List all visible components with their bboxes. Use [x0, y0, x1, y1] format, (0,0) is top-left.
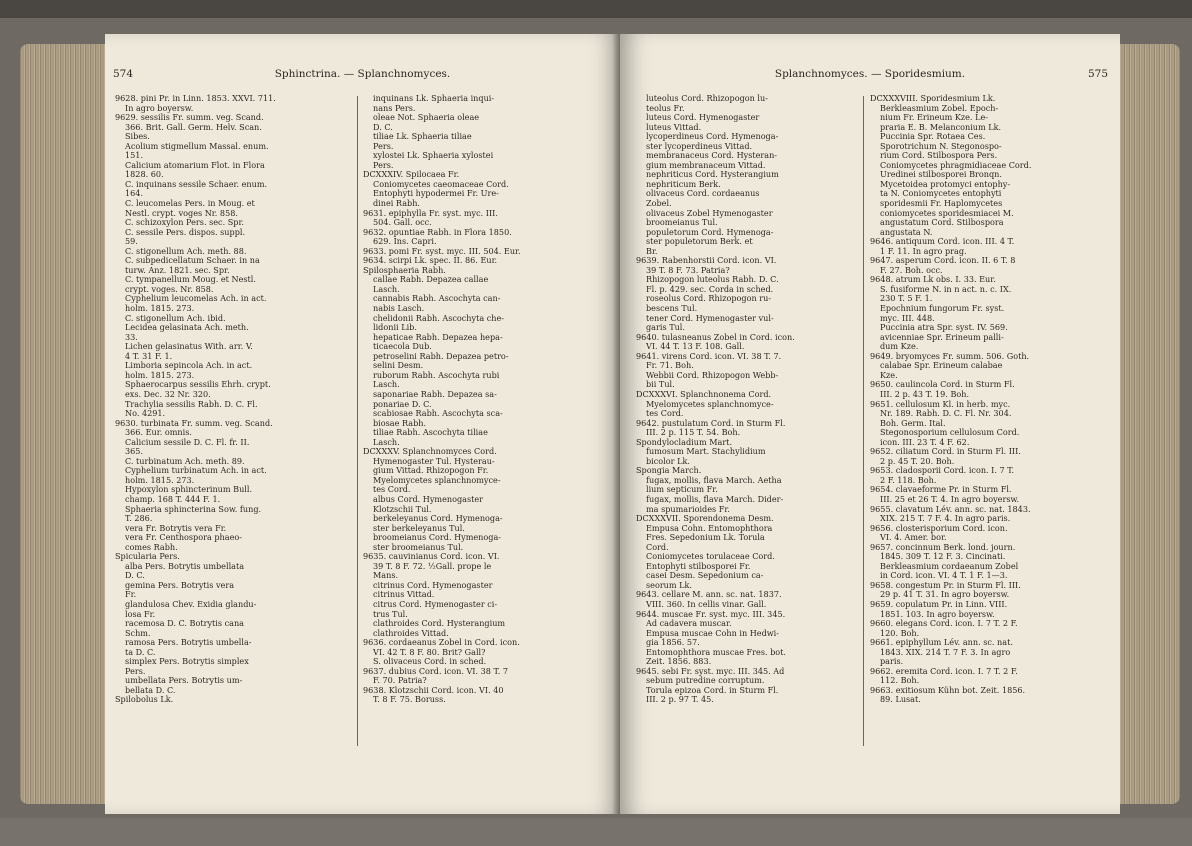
text-line: 9646. antiquum Cord. icon. III. 4 T. — [870, 237, 1015, 247]
text-line: broomeianus Tul. — [646, 218, 718, 228]
text-line: praria E. B. Melanconium Lk. — [880, 122, 1002, 132]
text-line: 9631. epiphylla Fr. syst. myc. III. — [363, 208, 498, 218]
text-line: Coniomycetes caeomaceae Cord. — [373, 179, 509, 189]
text-line: Stegonosporium cellulosum Cord. — [880, 428, 1020, 438]
text-line: DCXXXVII. Sporendonema Desm. — [636, 514, 774, 524]
text-line: Hypoxylon sphincterinum Bull. — [125, 485, 253, 495]
text-line: 9634. scirpi Lk. spec. II. 86. Eur. — [363, 256, 498, 266]
text-line: fugax, mollis, flava March. Dider- — [646, 494, 784, 504]
text-line: 4 T. 31 F. 1. — [125, 351, 173, 361]
text-line: citrinus Vittad. — [373, 590, 435, 600]
text-line: callae Rabh. Depazea callae — [373, 275, 489, 285]
text-line: calabae Spr. Erineum calabae — [880, 361, 1003, 371]
text-line: III. 25 et 26 T. 4. In agro boyersw. — [880, 494, 1020, 504]
text-line: losa Fr. — [125, 609, 156, 619]
text-line: 151. — [125, 151, 144, 161]
text-line: garis Tul. — [646, 323, 685, 333]
text-line: 9636. cordaeanus Zobel in Cord. icon. — [363, 638, 520, 648]
text-line: Empusa muscae Cohn in Hedwi- — [646, 628, 780, 638]
text-line: 9652. ciliatum Cord. in Sturm Fl. III. — [870, 447, 1021, 457]
text-line: 2 p. 45 T. 20. Boh. — [880, 456, 955, 466]
text-line: sebum putredine corruptum. — [646, 676, 765, 686]
text-line: 9663. exitiosum Kühn bot. Zeit. 1856. — [870, 685, 1026, 695]
text-line: S. olivaceus Cord. in sched. — [373, 657, 487, 667]
text-line: sporidesmii Fr. Haplomycetes — [880, 199, 1003, 209]
text-line: Myelomycetes splanchnomyce- — [373, 475, 501, 485]
text-line: Empusa Cohn. Entomophthora — [646, 523, 773, 533]
text-line: Fr. — [125, 590, 137, 600]
text-line: 9629. sessilis Fr. summ. veg. Scand. — [115, 113, 264, 123]
text-line: Epochnium fungorum Fr. syst. — [880, 304, 1005, 314]
text-line: Lasch. — [373, 437, 400, 447]
text-line: icon. III. 23 T. 4 F. 62. — [880, 437, 970, 447]
text-line: luteus Cord. Hymenogaster — [646, 113, 760, 123]
text-line: Pers. — [125, 666, 146, 676]
right-page — [620, 34, 1120, 814]
text-line: tiliae Rabh. Ascochyta tiliae — [373, 428, 488, 438]
text-line: myc. III. 448. — [880, 313, 935, 323]
text-line: oleae Not. Sphaeria oleae — [373, 113, 480, 123]
text-line: C. subpedicellatum Schaer. in na — [125, 256, 260, 266]
text-line: Entophyti stilbosporei Fr. — [646, 561, 751, 571]
text-line: 9642. pustulatum Cord. in Sturm Fl. — [636, 418, 786, 428]
text-line: 1828. 60. — [125, 170, 164, 180]
text-line: Lichen gelasinatus With. arr. V. — [125, 342, 253, 352]
text-line: Nr. 189. Rabh. D. C. Fl. Nr. 304. — [880, 409, 1012, 419]
text-line: III. 2 p. 43 T. 19. Boh. — [880, 389, 970, 399]
text-line: scabiosae Rabh. Ascochyta sca- — [373, 409, 503, 419]
text-line: 9633. pomi Fr. syst. myc. III. 504. Eur. — [363, 246, 521, 256]
text-line: III. 2 p. 115 T. 54. Boh. — [646, 428, 741, 438]
text-line: 9632. opuntiae Rabh. in Flora 1850. — [363, 227, 512, 237]
text-line: Spilosphaeria Rabh. — [363, 265, 446, 275]
text-line: olivaceus Cord. cordaeanus — [646, 189, 760, 199]
text-line: comes Rabh. — [125, 542, 178, 552]
text-line: 89. Lusat. — [880, 695, 921, 705]
text-line: 9658. congestum Pr. in Sturm Fl. III. — [870, 580, 1021, 590]
text-line: T. 8 F. 75. Boruss. — [373, 695, 446, 705]
text-line: tes Cord. — [646, 409, 684, 419]
text-line: F. 70. Patria? — [373, 676, 427, 686]
text-line: biosae Rabh. — [373, 418, 427, 428]
text-line: No. 4291. — [125, 409, 166, 419]
text-line: C. tympanellum Moug. et Nestl. — [125, 275, 256, 285]
text-line: angustata N. — [880, 227, 933, 237]
text-line: 39 T. 8 F. 73. Patria? — [646, 265, 730, 275]
text-line: ta N. Coniomycetes entophyti — [880, 189, 1002, 199]
text-line: chelidonii Rabh. Ascochyta che- — [373, 313, 505, 323]
text-line: DCXXXV. Splanchnomyces Cord. — [363, 447, 497, 457]
text-line: 366. Eur. omnis. — [125, 428, 192, 438]
text-line: clathroides Vittad. — [373, 628, 449, 638]
text-line: Berkleasmium Zobel. Epoch- — [880, 103, 999, 113]
text-line: nephriticum Berk. — [646, 179, 721, 189]
text-line: ramosa Pers. Botrytis umbella- — [125, 638, 252, 648]
text-line: nans Pers. — [373, 103, 416, 113]
text-line: Pers. — [373, 141, 394, 151]
text-line: ster broomeianus Tul. — [373, 542, 464, 552]
page-edges-right — [1110, 44, 1180, 804]
text-line: 504. Gall. occ. — [373, 218, 432, 228]
text-line: C. stigonellum Ach. meth. 88. — [125, 246, 247, 256]
text-line: 112. Boh. — [880, 676, 920, 686]
text-line: C. schizoxylon Pers. sec. Spr. — [125, 218, 244, 228]
text-line: Zeit. 1856. 883. — [646, 657, 712, 667]
text-line: Hymenogaster Tul. Hysterau- — [373, 456, 495, 466]
text-line: 33. — [125, 332, 138, 342]
text-line: Puccinia Spr. Rotaea Ces. — [880, 132, 986, 142]
text-line: luteolus Cord. Rhizopogon lu- — [646, 94, 768, 103]
text-line: ticaecola Dub. — [373, 342, 432, 352]
right-page-number: 575 — [1087, 68, 1108, 80]
text-line: glandulosa Chev. Exidia glandu- — [125, 599, 257, 609]
text-line: ta D. C. — [125, 647, 156, 657]
text-line: 9655. clavatum Lév. ann. sc. nat. 1843. — [870, 504, 1031, 514]
text-line: rium Cord. Stilbospora Pers. — [880, 151, 998, 161]
text-line: bii Tul. — [646, 380, 675, 390]
text-line: 9656. closterisporium Cord. icon. — [870, 523, 1008, 533]
text-line: 2 F. 118. Boh. — [880, 475, 937, 485]
text-line: cannabis Rabh. Ascochyta can- — [373, 294, 501, 304]
text-line: holm. 1815. 273. — [125, 304, 195, 314]
text-line: Myelomycetes splanchnomyce- — [646, 399, 774, 409]
text-line: 9638. Klotzschii Cord. icon. VI. 40 — [363, 685, 504, 695]
text-line: ster populetorum Berk. et — [646, 237, 753, 247]
text-line: nephriticus Cord. Hysterangium — [646, 170, 779, 180]
text-line: alba Pers. Botrytis umbellata — [125, 561, 245, 571]
text-line: Coniomycetes phragmidiaceae Cord. — [880, 160, 1032, 170]
text-line: angustatum Cord. Stilbospora — [880, 218, 1004, 228]
text-line: T. 286. — [125, 514, 153, 524]
text-line: 9648. atrum Lk obs. I. 33. Eur. — [870, 275, 996, 285]
text-line: Coniomycetes torulaceae Cord. — [646, 552, 775, 562]
text-line: 9645. sebi Fr. syst. myc. III. 345. Ad — [636, 666, 785, 676]
text-line: VI. 44 T. 13 F. 108. Gall. — [646, 342, 745, 352]
text-line: teolus Fr. — [646, 103, 685, 113]
text-line: hepaticae Rabh. Depazea hepa- — [373, 332, 503, 342]
text-line: 9659. copulatum Pr. in Linn. VIII. — [870, 599, 1008, 609]
text-line: 9660. elegans Cord. icon. I. 7 T. 2 F. — [870, 619, 1018, 629]
text-line: gia 1856. 57. — [646, 638, 700, 648]
text-line: lycoperdineus Cord. Hymenoga- — [646, 132, 779, 142]
text-line: Pers. — [373, 160, 394, 170]
right-column-divider — [863, 96, 864, 746]
text-line: Sphaerocarpus sessilis Ehrh. crypt. — [125, 380, 271, 390]
text-line: bellata D. C. — [125, 685, 176, 695]
text-line: 9637. dubius Cord. icon. VI. 38 T. 7 — [363, 666, 509, 676]
text-line: 9643. cellare M. ann. sc. nat. 1837. — [636, 590, 782, 600]
left-page — [105, 34, 620, 814]
left-column-divider — [357, 96, 358, 746]
text-line: Berkleasmium cordaeanum Zobel — [880, 561, 1019, 571]
text-line: Fr. 71. Boh. — [646, 361, 694, 371]
text-line: gium Vittad. Rhizopogon Fr. — [373, 466, 489, 476]
text-line: DCXXXVI. Splanchnonema Cord. — [636, 389, 772, 399]
text-line: populetorum Cord. Hymenoga- — [646, 227, 774, 237]
text-line: Klotzschii Tul. — [373, 504, 432, 514]
text-line: gium membranaceum Vittad. — [646, 160, 766, 170]
text-line: Calicium atomarium Flot. in Flora — [125, 160, 265, 170]
text-line: nium Fr. Erineum Kze. Le- — [880, 113, 988, 123]
text-line: xylostei Lk. Sphaeria xylostei — [373, 151, 494, 161]
text-line: 39 T. 8 F. 72. ½Gall. prope le — [373, 561, 492, 571]
text-line: membranaceus Cord. Hysteran- — [646, 151, 778, 161]
text-line: ponariae D. C. — [373, 399, 432, 409]
text-line: C. leucomelas Pers. in Moug. et — [125, 199, 255, 209]
text-line: racemosa D. C. Botrytis cana — [125, 619, 244, 629]
text-line: fumosum Mart. Stachylidium — [646, 447, 766, 457]
text-line: 9639. Rabenhorstii Cord. icon. VI. — [636, 256, 777, 266]
text-line: dinei Rabh. — [373, 199, 421, 209]
text-line: ster berkeleyanus Tul. — [373, 523, 465, 533]
left-page-header — [105, 68, 620, 84]
text-line: 365. — [125, 447, 144, 457]
text-line: avicenniae Spr. Erineum palli- — [880, 332, 1004, 342]
text-line: selini Desm. — [373, 361, 424, 371]
text-line: C. turbinatum Ach. meth. 89. — [125, 456, 245, 466]
text-line: casei Desm. Sepedonium ca- — [646, 571, 764, 581]
text-line: 9644. muscae Fr. syst. myc. III. 345. — [636, 609, 786, 619]
text-line: Puccinia atra Spr. syst. IV. 569. — [880, 323, 1008, 333]
text-line: simplex Pers. Botrytis simplex — [125, 657, 249, 667]
text-line: 120. Boh. — [880, 628, 920, 638]
text-line: paris. — [880, 657, 904, 667]
right-column-2 — [870, 94, 1110, 794]
right-page-header — [620, 68, 1120, 84]
text-line: 29 p. 41 T. 31. In agro boyersw. — [880, 590, 1010, 600]
text-line: 9630. turbinata Fr. summ. veg. Scand. — [115, 418, 273, 428]
open-book — [20, 14, 1180, 834]
text-line: Lecidea gelasinata Ach. meth. — [125, 323, 249, 333]
text-line: D. C. — [373, 122, 393, 132]
text-line: citrus Cord. Hymenogaster ci- — [373, 599, 498, 609]
text-line: ster lycoperdineus Vittad. — [646, 141, 753, 151]
text-line: vera Fr. Botrytis vera Fr. — [125, 523, 227, 533]
text-line: S. fusiforme N. in n act. n. c. IX. — [880, 284, 1012, 294]
text-line: ma spumarioides Fr. — [646, 504, 730, 514]
text-line: Boh. Germ. Ital. — [880, 418, 946, 428]
text-line: inquinans Lk. Sphaeria inqui- — [373, 94, 495, 103]
text-line: citrinus Cord. Hymenogaster — [373, 580, 493, 590]
text-line: Kze. — [880, 370, 898, 380]
text-line: 9635. cauvinianus Cord. icon. VI. — [363, 552, 500, 562]
text-line: Cyphelium leucomelas Ach. in act. — [125, 294, 267, 304]
right-column-1 — [636, 94, 858, 794]
text-line: ruborum Rabh. Ascochyta rubi — [373, 370, 500, 380]
text-line: 1843. XIX. 214 T. 7 F. 3. In agro — [880, 647, 1011, 657]
text-line: Acolium stigmellum Massal. enum. — [125, 141, 269, 151]
text-line: Br. — [646, 246, 658, 256]
text-line: Trachylia sessilis Rabh. D. C. Fl. — [125, 399, 258, 409]
text-line: C. stigonellum Ach. ibid. — [125, 313, 226, 323]
text-line: gemina Pers. Botrytis vera — [125, 580, 235, 590]
text-line: Entomophthora muscae Fres. bot. — [646, 647, 787, 657]
text-line: 164. — [125, 189, 144, 199]
text-line: Entophyti hypodermei Fr. Ure- — [373, 189, 499, 199]
left-column-1 — [115, 94, 353, 794]
right-running-title: Splanchnomyces. — Sporidesmium. — [774, 68, 966, 80]
text-line: 9641. virens Cord. icon. VI. 38 T. 7. — [636, 351, 782, 361]
text-line: 9662. eremita Cord. icon. I. 7 T. 2 F. — [870, 666, 1018, 676]
text-line: 9628. pini Pr. in Linn. 1853. XXVI. 711. — [115, 94, 276, 103]
text-line: Lasch. — [373, 380, 400, 390]
text-line: 9653. cladosporii Cord. icon. I. 7 T. — [870, 466, 1015, 476]
left-column-2 — [363, 94, 603, 794]
text-line: 9651. cellulosum Kl. in herb. myc. — [870, 399, 1011, 409]
text-line: coniomycetes sporidesmiacei M. — [880, 208, 1014, 218]
text-line: 9647. asperum Cord. icon. II. 6 T. 8 — [870, 256, 1016, 266]
text-line: Zobel. — [646, 199, 672, 209]
text-line: Spicularia Pers. — [115, 552, 180, 562]
text-line: 9661. epiphyllum Lév. ann. sc. nat. — [870, 638, 1013, 648]
text-line: 629. Ins. Capri. — [373, 237, 437, 247]
text-line: Limboria sepincola Ach. in act. — [125, 361, 253, 371]
text-line: Rhizopogon luteolus Rabh. D. C. — [646, 275, 779, 285]
text-line: in Cord. icon. VI. 4 T. 1 F. 1—3. — [880, 571, 1008, 581]
text-line: holm. 1815. 273. — [125, 370, 195, 380]
text-line: vera Fr. Centhospora phaeo- — [125, 533, 242, 543]
text-line: VIII. 360. In cellis vinar. Gall. — [646, 599, 767, 609]
text-line: roseolus Cord. Rhizopogon ru- — [646, 294, 772, 304]
text-line: F. 27. Boh. occ. — [880, 265, 943, 275]
text-line: bicolor Lk. — [646, 456, 690, 466]
text-line: C. inquinans sessile Schaer. enum. — [125, 179, 268, 189]
text-line: broomeianus Cord. Hymenoga- — [373, 533, 502, 543]
text-line: nabis Lasch. — [373, 304, 425, 314]
text-line: clathroides Cord. Hysterangium — [373, 619, 506, 629]
text-line: luteus Vittad. — [646, 122, 702, 132]
text-line: tes Cord. — [373, 485, 411, 495]
text-line: 9657. concinnum Berk. lond. journ. — [870, 542, 1016, 552]
text-line: tener Cord. Hymenogaster vul- — [646, 313, 774, 323]
text-line: albus Cord. Hymenogaster — [373, 494, 484, 504]
text-line: Calicium sessile D. C. Fl. fr. II. — [125, 437, 250, 447]
text-line: Cord. — [646, 542, 669, 552]
text-line: 366. Brit. Gall. Germ. Helv. Scan. — [125, 122, 262, 132]
text-line: lium septicum Fr. — [646, 485, 718, 495]
text-line: olivaceus Zobel Hymenogaster — [646, 208, 773, 218]
text-line: crypt. voges. Nr. 858. — [125, 284, 214, 294]
text-line: 1 F. 11. In agro prag. — [880, 246, 967, 256]
text-line: champ. 168 T. 444 F. 1. — [125, 494, 221, 504]
text-line: VI. 42 T. 8 F. 80. Brit? Gall? — [373, 647, 486, 657]
left-page-number: 574 — [113, 68, 134, 80]
text-line: Schm. — [125, 628, 151, 638]
text-line: Mans. — [373, 571, 399, 581]
text-line: Nestl. crypt. voges Nr. 858. — [125, 208, 238, 218]
text-line: Sibes. — [125, 132, 150, 142]
text-line: petroselini Rabh. Depazea petro- — [373, 351, 509, 361]
text-line: DCXXXVIII. Sporidesmium Lk. — [870, 94, 996, 103]
text-line: Spongia March. — [636, 466, 702, 476]
text-line: XIX. 215 T. 7 F. 4. In agro paris. — [880, 514, 1011, 524]
text-line: holm. 1815. 273. — [125, 475, 195, 485]
text-line: fugax, mollis, flava March. Aetha — [646, 475, 782, 485]
text-line: 230 T. 5 F. 1. — [880, 294, 933, 304]
text-line: tiliae Lk. Sphaeria tiliae — [373, 132, 472, 142]
text-line: 9649. bryomyces Fr. summ. 506. Goth. — [870, 351, 1030, 361]
text-line: turw. Anz. 1821. sec. Spr. — [125, 265, 230, 275]
text-line: In agro boyersw. — [125, 103, 194, 113]
text-line: Lasch. — [373, 284, 400, 294]
text-line: Cyphelium turbinatum Ach. in act. — [125, 466, 267, 476]
text-line: Fl. p. 429. sec. Corda in sched. — [646, 284, 774, 294]
text-line: 1845. 309 T. 12 F. 3. Cincinati. — [880, 552, 1006, 562]
text-line: Spondylocladium Mart. — [636, 437, 733, 447]
text-line: D. C. — [125, 571, 145, 581]
text-line: Uredinei stilbosporei Bronqn. — [880, 170, 1002, 180]
text-line: C. sessile Pers. dispos. suppl. — [125, 227, 246, 237]
text-line: lidonii Lib. — [373, 323, 417, 333]
text-line: Webbii Cord. Rhizopogon Webb- — [646, 370, 779, 380]
text-line: 9640. tulasneanus Zobel in Cord. icon. — [636, 332, 795, 342]
text-line: trus Tul. — [373, 609, 408, 619]
text-line: 59. — [125, 237, 138, 247]
text-line: seorum Lk. — [646, 580, 692, 590]
text-line: Ad cadavera muscar. — [646, 619, 732, 629]
text-line: Mycetoidea protomyci entophy- — [880, 179, 1011, 189]
text-line: umbellata Pers. Botrytis um- — [125, 676, 243, 686]
text-line: DCXXXIV. Spilocaea Fr. — [363, 170, 460, 180]
text-line: Spilobolus Lk. — [115, 695, 174, 705]
text-line: 9650. caulincola Cord. in Sturm Fl. — [870, 380, 1015, 390]
text-line: Sphaeria sphincterina Sow. fung. — [125, 504, 262, 514]
text-line: exs. Dec. 32 Nr. 320. — [125, 389, 211, 399]
text-line: 1851. 103. In agro boyersw. — [880, 609, 995, 619]
text-line: bescens Tul. — [646, 304, 698, 314]
left-running-title: Sphinctrina. — Splanchnomyces. — [274, 68, 451, 80]
text-line: berkeleyanus Cord. Hymenoga- — [373, 514, 503, 524]
text-line: saponariae Rabh. Depazea sa- — [373, 389, 497, 399]
text-line: III. 2 p. 97 T. 45. — [646, 695, 714, 705]
text-line: Sporotrichum N. Stegonospo- — [880, 141, 1002, 151]
text-line: VI. 4. Amer. bor. — [880, 533, 947, 543]
text-line: Fres. Sepedonium Lk. Torula — [646, 533, 765, 543]
text-line: Torula epizoa Cord. in Sturm Fl. — [646, 685, 779, 695]
text-line: dum Kze. — [880, 342, 919, 352]
text-line: 9654. clavaeforme Pr. in Sturm Fl. — [870, 485, 1012, 495]
